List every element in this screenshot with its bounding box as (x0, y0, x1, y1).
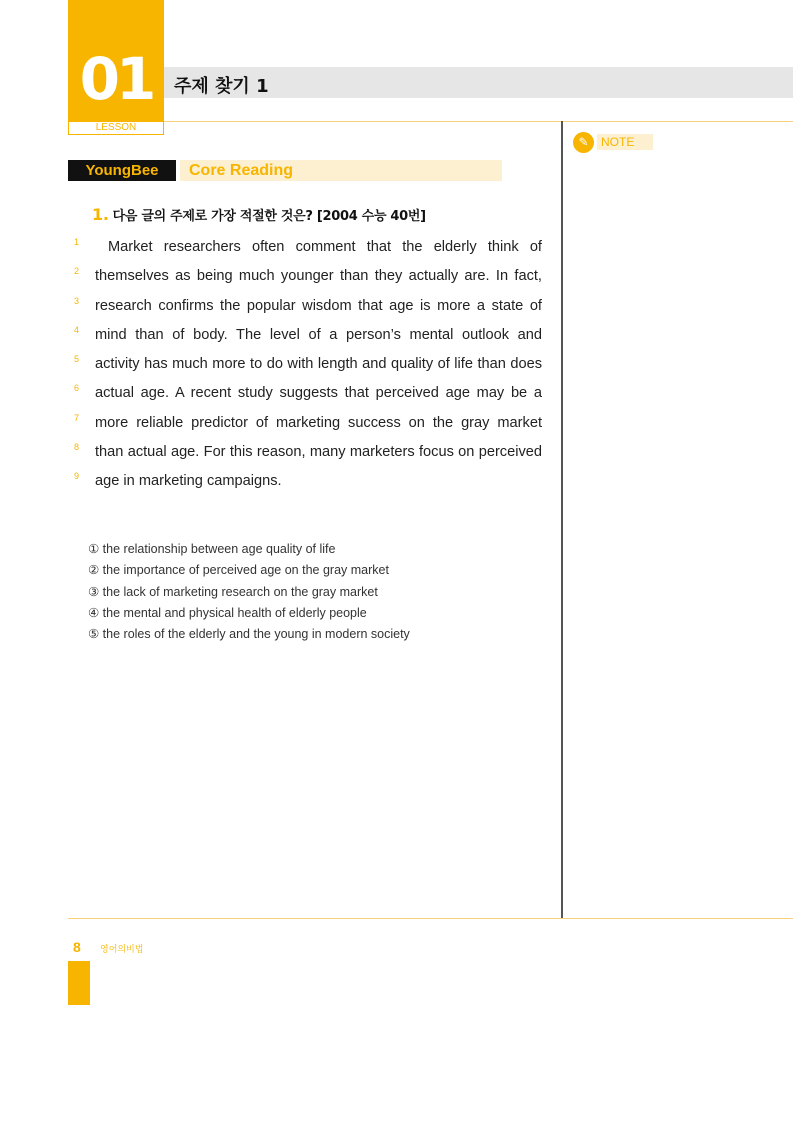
passage-line (74, 467, 542, 496)
line-text: research confirms the popular wisdom that age is more a state of (95, 297, 542, 314)
pencil-icon: ✎ (573, 132, 594, 153)
line-text: Market researchers often comment that the elderly think of (108, 239, 542, 255)
note-label: NOTE (597, 134, 653, 150)
page-tab (68, 961, 90, 1005)
passage-line (74, 350, 542, 379)
passage-line (74, 409, 542, 438)
line-number: 7 (74, 412, 80, 423)
answer-options (88, 540, 410, 646)
passage-line (74, 292, 542, 321)
option-5: ⑤ the roles of the elderly and the young in modern society (88, 627, 410, 642)
line-text: than actual age. For this reason, many marketers focus on perceived (95, 444, 542, 461)
brand-label: YoungBee (68, 160, 176, 181)
option-1: ① the relationship between age quality of life (88, 542, 336, 556)
line-number: 4 (74, 324, 80, 335)
line-number: 3 (74, 295, 80, 306)
line-number: 8 (74, 442, 80, 453)
passage-line (74, 438, 542, 467)
book-name: 영어의비법 (100, 944, 144, 954)
note-divider (561, 121, 563, 919)
option-4: ④ the mental and physical health of elderly people (88, 605, 367, 620)
passage-line (74, 262, 542, 291)
passage-line (74, 321, 542, 350)
line-number: 5 (74, 354, 80, 365)
line-number: 9 (74, 471, 80, 482)
section-title: Core Reading (189, 162, 294, 179)
line-number: 6 (74, 383, 80, 394)
lesson-number: 01 (79, 45, 153, 113)
top-divider (164, 121, 793, 122)
page-number: 8 (73, 939, 81, 955)
passage (74, 233, 542, 497)
line-number: 1 (74, 237, 80, 247)
question-number: 1. (92, 205, 109, 224)
passage-line (74, 233, 542, 262)
line-text: age in marketing campaigns. (95, 473, 282, 490)
passage-line (74, 379, 542, 408)
option-2: ② the importance of perceived age on the gray market (88, 563, 389, 578)
line-text: more reliable predictor of marketing success on the gray market (95, 414, 542, 431)
question (92, 205, 426, 224)
lesson-block (68, 0, 164, 121)
line-text: actual age. A recent study suggests that perceived age may be a (95, 385, 542, 402)
lesson-label: LESSON (68, 121, 164, 135)
line-text: mind than of body. The level of a person’s mental outlook and (95, 326, 542, 343)
title-bar (164, 67, 793, 98)
page-title: 주제 찾기 1 (174, 76, 269, 97)
section-bar (180, 160, 502, 181)
bottom-divider (68, 918, 793, 919)
line-number: 2 (74, 266, 80, 277)
line-text: activity has much more to do with length and quality of life than does (95, 356, 542, 373)
option-3: ③ the lack of marketing research on the gray market (88, 584, 378, 599)
line-text: themselves as being much younger than they actually are. In fact, (95, 268, 542, 285)
question-text: 다음 글의 주제로 가장 적절한 것은? [2004 수능 40번] (112, 209, 426, 224)
